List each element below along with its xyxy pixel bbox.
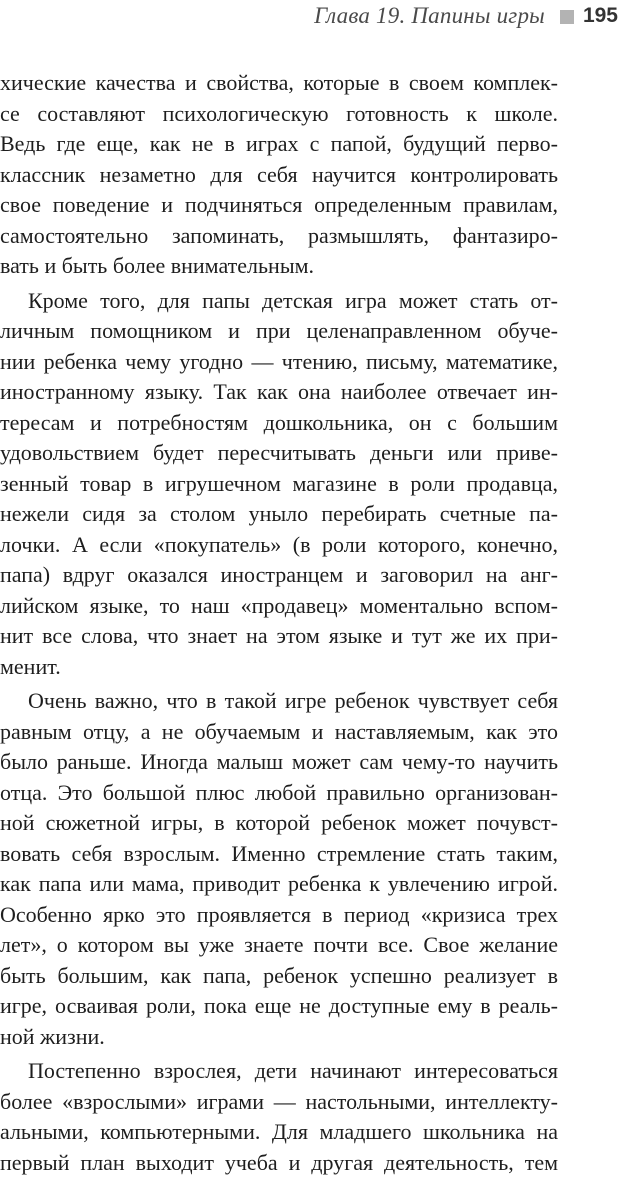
text-line: лет», о котором вы уже знаете почти все. Свое желание	[0, 930, 558, 961]
text-line: свое поведение и подчиняться определенным правилам,	[0, 190, 558, 221]
header-square-ornament	[560, 10, 574, 24]
text-line: нии ребенка чему угодно — чтению, письму, математике,	[0, 347, 558, 378]
body-text	[0, 68, 558, 1178]
text-line: се составляют психологическую готовность к школе.	[0, 99, 558, 130]
text-line: лочки. А если «покупатель» (в роли которого, конечно,	[0, 530, 558, 561]
paragraph	[0, 286, 558, 683]
text-line: папа) вдруг оказался иностранцем и заговорил на анг-	[0, 560, 558, 591]
text-line: менит.	[0, 652, 558, 683]
text-line: самостоятельно запоминать, размышлять, фантазиро-	[0, 221, 558, 252]
text-line: иностранному языку. Так как она наиболее отвечает ин-	[0, 377, 558, 408]
paragraph	[0, 1056, 558, 1178]
text-line: игре, осваивая роли, пока еще не доступные ему в реаль-	[0, 991, 558, 1022]
text-line: Очень важно, что в такой игре ребенок чувствует себя	[0, 686, 558, 717]
paragraph	[0, 68, 558, 282]
text-line: первый план выходит учеба и другая деятельность, тем	[0, 1148, 558, 1178]
running-head	[314, 0, 620, 32]
text-line: было раньше. Иногда малыш может сам чему-то научить	[0, 747, 558, 778]
text-line: Кроме того, для папы детская игра может стать от-	[0, 286, 558, 317]
text-line: классник незаметно для себя научится контролировать	[0, 160, 558, 191]
text-line: нит все слова, что знает на этом языке и тут же их при-	[0, 621, 558, 652]
text-line: ной жизни.	[0, 1022, 558, 1053]
page-number: 195	[583, 4, 620, 28]
text-line: отца. Это большой плюс любой правильно организован-	[0, 778, 558, 809]
text-line: нежели сидя за столом уныло перебирать счетные па-	[0, 499, 558, 530]
text-line: ной сюжетной игры, в которой ребенок может почувст-	[0, 808, 558, 839]
text-line: зенный товар в игрушечном магазине в роли продавца,	[0, 469, 558, 500]
text-line: Постепенно взрослея, дети начинают интересоваться	[0, 1056, 558, 1087]
text-line: как папа или мама, приводит ребенка к увлечению игрой.	[0, 869, 558, 900]
text-line: вать и быть более внимательным.	[0, 251, 558, 282]
chapter-title: Глава 19. Папины игры	[314, 3, 545, 29]
text-line: более «взрослыми» играми — настольными, интеллекту-	[0, 1087, 558, 1118]
paragraph	[0, 686, 558, 1052]
text-line: хические качества и свойства, которые в своем комплек-	[0, 68, 558, 99]
text-line: тересам и потребностям дошкольника, он с большим	[0, 408, 558, 439]
text-line: Ведь где еще, как не в играх с папой, будущий перво-	[0, 129, 558, 160]
text-line: равным отцу, а не обучаемым и наставляемым, как это	[0, 717, 558, 748]
text-line: вовать себя взрослым. Именно стремление стать таким,	[0, 839, 558, 870]
text-line: альными, компьютерными. Для младшего школьника на	[0, 1117, 558, 1148]
text-line: личным помощником и при целенаправленном обуче-	[0, 316, 558, 347]
text-line: лийском языке, то наш «продавец» моментально вспом-	[0, 591, 558, 622]
text-line: быть большим, как папа, ребенок успешно реализует в	[0, 961, 558, 992]
text-line: Особенно ярко это проявляется в период «кризиса трех	[0, 900, 558, 931]
text-line: удовольствием будет пересчитывать деньги или приве-	[0, 438, 558, 469]
